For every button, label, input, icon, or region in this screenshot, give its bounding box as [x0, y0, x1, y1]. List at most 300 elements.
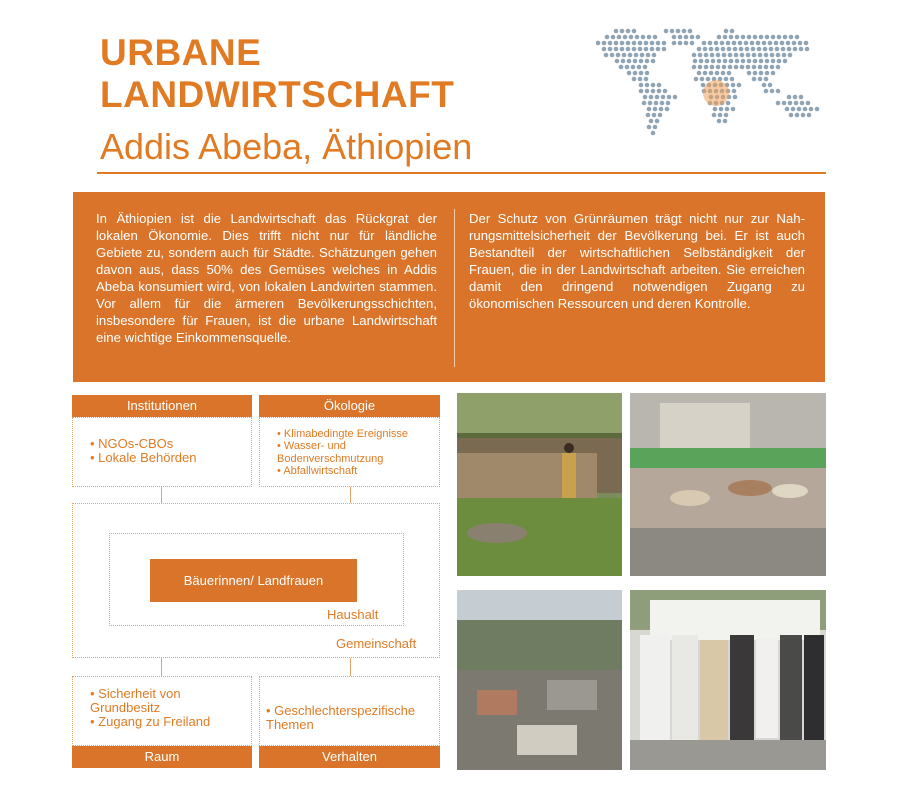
map-dot [732, 89, 737, 94]
map-dot [651, 89, 656, 94]
map-dot [610, 53, 615, 58]
map-dot [655, 95, 660, 100]
map-dot [635, 35, 640, 40]
map-dot [724, 29, 729, 34]
map-dot [672, 41, 677, 46]
map-dot [641, 35, 646, 40]
map-dot [764, 77, 769, 82]
intro-column-divider [454, 209, 455, 367]
map-dot [728, 65, 733, 70]
map-dot [781, 47, 786, 52]
map-dot [649, 95, 654, 100]
map-dot [775, 47, 780, 52]
map-dot [608, 47, 613, 52]
map-dot [806, 101, 811, 106]
map-dot [614, 41, 619, 46]
gemeinschaft-label: Gemeinschaft [336, 636, 417, 651]
map-dot [768, 83, 773, 88]
map-dot [706, 77, 711, 82]
map-dot [639, 83, 644, 88]
map-dot [647, 107, 652, 112]
map-dot [623, 35, 628, 40]
map-dot [713, 107, 718, 112]
oekologie-item: • Abfallwirtschaft [277, 465, 358, 477]
map-dot [750, 41, 755, 46]
map-dot [735, 35, 740, 40]
connector-line [350, 487, 351, 503]
map-dot [651, 83, 656, 88]
map-dot [625, 65, 630, 70]
map-dot [704, 53, 709, 58]
map-dot [711, 59, 716, 64]
map-dot [762, 41, 767, 46]
map-dot [655, 119, 660, 124]
map-dot [673, 95, 678, 100]
map-dot [684, 41, 689, 46]
map-dot [789, 113, 794, 118]
map-dot [656, 41, 661, 46]
map-dot [795, 35, 800, 40]
map-dot [627, 71, 632, 76]
map-dot [629, 35, 634, 40]
map-dot [740, 65, 745, 70]
map-dot [692, 53, 697, 58]
map-dot [783, 59, 788, 64]
map-dot [701, 83, 706, 88]
institutionen-item: • Lokale Behörden [90, 450, 197, 465]
map-dot [777, 59, 782, 64]
map-dot [762, 83, 767, 88]
map-dot [632, 47, 637, 52]
map-dot [770, 89, 775, 94]
map-dot [666, 101, 671, 106]
map-dot [650, 47, 655, 52]
map-dot [728, 53, 733, 58]
map-dot [768, 41, 773, 46]
haushalt-label: Haushalt [327, 607, 379, 622]
map-dot [763, 47, 768, 52]
map-dot [639, 59, 644, 64]
map-dot [721, 71, 726, 76]
map-dot [739, 47, 744, 52]
map-dot [782, 101, 787, 106]
map-dot [710, 53, 715, 58]
map-dot [756, 41, 761, 46]
map-dot [759, 35, 764, 40]
map-dot [787, 47, 792, 52]
map-dot [653, 125, 658, 130]
map-dot [634, 53, 639, 58]
map-dot [733, 47, 738, 52]
map-dot [620, 41, 625, 46]
map-dot [653, 35, 658, 40]
raum-item: • Sicherheit von Grundbesitz [90, 686, 181, 715]
map-dot [723, 59, 728, 64]
map-dot [639, 89, 644, 94]
core-box: Bäuerinnen/ Landfrauen [150, 559, 357, 602]
oekologie-item: • Klimabedingte Ereignisse [277, 428, 409, 440]
map-dot [646, 53, 651, 58]
map-dot [745, 47, 750, 52]
map-dot [621, 59, 626, 64]
map-dot [659, 107, 664, 112]
map-dot [705, 59, 710, 64]
map-dot [649, 119, 654, 124]
photo-city-view [457, 590, 622, 770]
map-dot [771, 35, 776, 40]
map-dot [627, 59, 632, 64]
title-divider [97, 172, 826, 174]
map-dot [815, 107, 820, 112]
map-dot [722, 65, 727, 70]
map-dot [764, 89, 769, 94]
map-dot [735, 59, 740, 64]
map-dot [795, 113, 800, 118]
map-dot [678, 35, 683, 40]
map-dot [788, 101, 793, 106]
map-dot [637, 65, 642, 70]
map-dot [604, 53, 609, 58]
map-dot [765, 59, 770, 64]
map-dot [723, 119, 728, 124]
map-dot [798, 41, 803, 46]
map-dot [722, 53, 727, 58]
map-dot [746, 53, 751, 58]
map-dot [639, 71, 644, 76]
raum-header: Raum [72, 746, 252, 768]
map-dot [719, 107, 724, 112]
map-dot [771, 59, 776, 64]
institutionen-header: Institutionen [72, 395, 252, 417]
map-dot [741, 59, 746, 64]
map-dot [632, 29, 637, 34]
map-dot [714, 41, 719, 46]
subtitle: Addis Abeba, Äthiopien [100, 126, 473, 167]
map-dot [776, 65, 781, 70]
map-dot [644, 77, 649, 82]
map-dot [698, 53, 703, 58]
map-dot [626, 29, 631, 34]
map-dot [793, 95, 798, 100]
map-dot [638, 41, 643, 46]
map-dot [797, 107, 802, 112]
map-dot [614, 47, 619, 52]
map-dot [650, 41, 655, 46]
map-dot [694, 77, 699, 82]
map-dot [744, 41, 749, 46]
map-dot [631, 65, 636, 70]
map-dot [717, 35, 722, 40]
map-dot [654, 101, 659, 106]
map-dot [747, 59, 752, 64]
map-dot [758, 77, 763, 82]
map-dot [731, 83, 736, 88]
map-dot [709, 47, 714, 52]
map-dot [704, 65, 709, 70]
map-dot [645, 89, 650, 94]
map-dot [652, 113, 657, 118]
world-map-icon [596, 25, 826, 140]
map-dot [699, 59, 704, 64]
map-dot [789, 35, 794, 40]
map-dot [712, 113, 717, 118]
map-dot [769, 47, 774, 52]
map-dot [776, 101, 781, 106]
map-dot [752, 65, 757, 70]
map-dot [803, 107, 808, 112]
map-dot [758, 65, 763, 70]
map-dot [787, 95, 792, 100]
map-dot [638, 47, 643, 52]
map-dot [734, 53, 739, 58]
map-dot [633, 71, 638, 76]
map-dot [628, 53, 633, 58]
map-dot [774, 41, 779, 46]
map-dot [615, 59, 620, 64]
map-dot [614, 29, 619, 34]
map-dot [700, 77, 705, 82]
map-dot [620, 29, 625, 34]
map-dot [678, 41, 683, 46]
map-dot [710, 65, 715, 70]
map-dot [661, 95, 666, 100]
ethiopia-highlight-icon [703, 80, 729, 106]
map-dot [708, 41, 713, 46]
map-dot [658, 113, 663, 118]
map-dot [731, 107, 736, 112]
map-dot [720, 41, 725, 46]
map-dot [651, 59, 656, 64]
map-dot [741, 35, 746, 40]
map-dot [770, 65, 775, 70]
map-dot [643, 95, 648, 100]
map-dot [644, 47, 649, 52]
map-dot [716, 65, 721, 70]
map-dot [780, 41, 785, 46]
map-dot [783, 35, 788, 40]
map-dot [717, 59, 722, 64]
map-dot [690, 35, 695, 40]
map-dot [729, 35, 734, 40]
map-dot [804, 41, 809, 46]
map-dot [801, 113, 806, 118]
map-dot [596, 41, 600, 46]
map-dot [809, 107, 814, 112]
map-dot [785, 107, 790, 112]
map-dot [690, 41, 695, 46]
connector-line [161, 487, 162, 503]
connector-line [350, 658, 351, 676]
map-dot [698, 65, 703, 70]
map-dot [723, 35, 728, 40]
map-dot [670, 29, 675, 34]
map-dot [632, 77, 637, 82]
map-dot [664, 29, 669, 34]
map-dot [805, 47, 810, 52]
map-dot [764, 53, 769, 58]
map-dot [602, 47, 607, 52]
map-dot [730, 29, 735, 34]
photo-goats-street [630, 393, 826, 576]
map-dot [753, 71, 758, 76]
map-dot [776, 53, 781, 58]
map-dot [696, 35, 701, 40]
map-dot [676, 29, 681, 34]
map-dot [721, 47, 726, 52]
map-dot [759, 59, 764, 64]
map-dot [726, 41, 731, 46]
map-dot [645, 59, 650, 64]
map-dot [608, 41, 613, 46]
map-dot [622, 53, 627, 58]
map-dot [617, 35, 622, 40]
map-dot [642, 101, 647, 106]
map-dot [657, 89, 662, 94]
map-dot [662, 41, 667, 46]
map-dot [733, 95, 738, 100]
map-dot [715, 71, 720, 76]
map-dot [792, 41, 797, 46]
map-dot [752, 53, 757, 58]
map-dot [692, 65, 697, 70]
map-dot [702, 41, 707, 46]
map-dot [656, 47, 661, 52]
map-dot [626, 47, 631, 52]
map-dot [602, 41, 607, 46]
map-dot [776, 89, 781, 94]
map-dot [799, 95, 804, 100]
map-dot [727, 47, 732, 52]
map-dot [653, 107, 658, 112]
map-dot [651, 131, 656, 136]
map-dot [807, 113, 812, 118]
verhalten-item: • Geschlechterspezifische Themen [266, 703, 416, 732]
map-dot [619, 65, 624, 70]
map-dot [616, 53, 621, 58]
photo-women-group [630, 590, 826, 770]
map-dot [682, 29, 687, 34]
map-dot [611, 35, 616, 40]
map-dot [777, 35, 782, 40]
map-dot [715, 47, 720, 52]
map-dot [657, 83, 662, 88]
map-dot [684, 35, 689, 40]
map-dot [764, 65, 769, 70]
map-dot [665, 107, 670, 112]
map-dot [765, 35, 770, 40]
map-dot [732, 41, 737, 46]
map-dot [758, 53, 763, 58]
map-dot [791, 107, 796, 112]
map-dot [740, 53, 745, 58]
map-dot [786, 41, 791, 46]
map-dot [753, 35, 758, 40]
map-dot [640, 53, 645, 58]
map-dot [663, 89, 668, 94]
map-dot [770, 53, 775, 58]
map-dot [747, 35, 752, 40]
map-dot [753, 59, 758, 64]
map-dot [648, 101, 653, 106]
map-dot [620, 47, 625, 52]
map-dot [737, 83, 742, 88]
map-dot [759, 71, 764, 76]
map-dot [726, 101, 731, 106]
map-dot [716, 53, 721, 58]
map-dot [751, 47, 756, 52]
map-dot [693, 59, 698, 64]
map-dot [645, 71, 650, 76]
oekologie-item: • Wasser- und Bodenverschmutzung [277, 440, 384, 465]
map-dot [782, 53, 787, 58]
oekologie-header: Ökologie [259, 395, 440, 417]
map-dot [688, 29, 693, 34]
map-dot [788, 53, 793, 58]
map-dot [730, 77, 735, 82]
map-dot [697, 47, 702, 52]
map-dot [697, 71, 702, 76]
intro-text-left: In Äthiopien ist die Landwirtschaft das Rückgrat der lokalen Ökonomie. Dies trifft nicht nur für ländliche Gebiete zu, sondern auch für Städte. Schätzungen gehen davon aus, dass 50% des Gemüses welches in Addis Abeba konsumiert wird, von lokalen Landwirten stammen. Vor allem für die ärmeren Bevölkerungsschichten, insbesondere für Frauen, ist die urbane Landwirtschaft eine wichtige Einkommensquelle. [96, 211, 437, 345]
map-dot [633, 59, 638, 64]
photo-farmer-woodpile [457, 393, 622, 576]
map-dot [632, 41, 637, 46]
map-dot [765, 71, 770, 76]
map-dot [724, 113, 729, 118]
map-dot [703, 71, 708, 76]
title-line-1: URBANE [100, 32, 262, 73]
map-dot [647, 125, 652, 130]
map-dot [738, 41, 743, 46]
map-dot [672, 35, 677, 40]
map-dot [645, 83, 650, 88]
map-dot [643, 65, 648, 70]
map-dot [717, 119, 722, 124]
map-dot [793, 47, 798, 52]
map-dot [734, 65, 739, 70]
map-dot [709, 71, 714, 76]
map-dot [638, 77, 643, 82]
map-dot [605, 35, 610, 40]
map-dot [646, 113, 651, 118]
map-dot [746, 65, 751, 70]
map-dot [752, 77, 757, 82]
map-dot [725, 107, 730, 112]
map-dot [727, 71, 732, 76]
map-dot [718, 113, 723, 118]
map-dot [652, 53, 657, 58]
map-dot [667, 95, 672, 100]
map-dot [729, 59, 734, 64]
map-dot [703, 47, 708, 52]
intro-text-right: Der Schutz von Grünräumen trägt nicht nur zur Nahrungsmittelsicherheit der Bevölkerung bei. Er ist auch Bestandteil der wirtschaftlichen Selbständigkeit der Frauen, die in der Landwirtschaft arbeiten. Sie erreichen damit den dringend notwendigen Zugang zu ökonomischen Ressourcen und deren Kontrolle. [469, 211, 805, 311]
map-dot [626, 41, 631, 46]
map-dot [757, 47, 762, 52]
map-dot [647, 35, 652, 40]
map-dot [747, 71, 752, 76]
connector-line [161, 658, 162, 676]
map-dot [771, 71, 776, 76]
map-dot [724, 77, 729, 82]
raum-item: • Zugang zu Freiland [90, 714, 211, 729]
map-dot [662, 47, 667, 52]
map-dot [660, 101, 665, 106]
institutionen-item: • NGOs-CBOs [90, 436, 174, 451]
title-line-2: LANDWIRTSCHAFT [100, 74, 455, 115]
map-dot [644, 41, 649, 46]
verhalten-header: Verhalten [259, 746, 440, 768]
map-dot [799, 47, 804, 52]
map-dot [800, 101, 805, 106]
